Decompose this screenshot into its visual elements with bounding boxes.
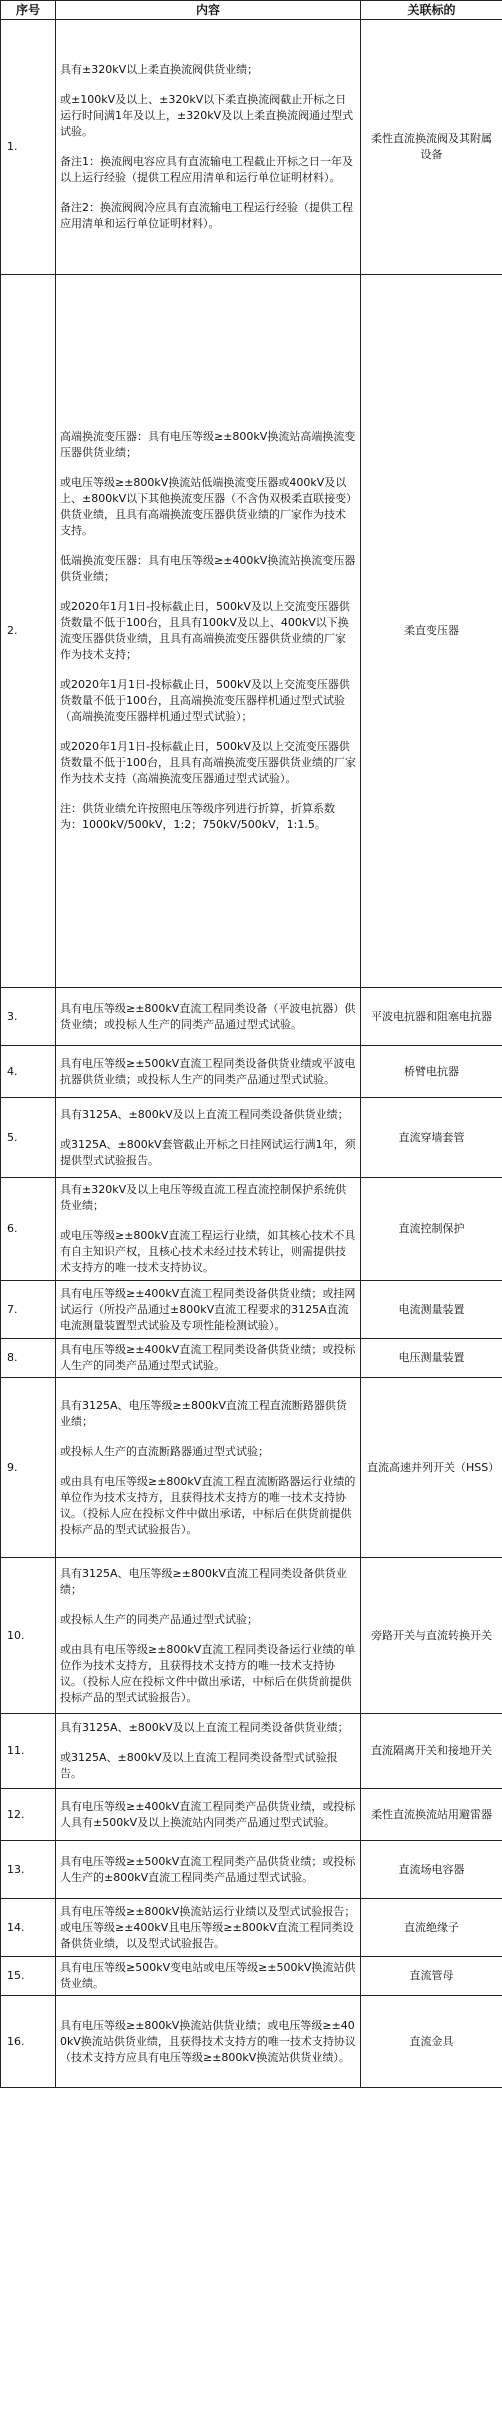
row-related-item: 直流管母 bbox=[361, 1957, 502, 1996]
content-paragraph: 高端换流变压器：具有电压等级≥±800kV换流站高端换流变压器供货业绩； bbox=[60, 430, 356, 459]
table-row bbox=[1, 1789, 502, 1841]
row-content bbox=[56, 1046, 361, 1098]
row-related-item: 直流隔离开关和接地开关 bbox=[361, 1714, 502, 1789]
content-paragraph: 具有电压等级≥±400kV直流工程同类设备供货业绩；或挂网试运行（所投产品通过±800kV直流工程要求的3125A直流电流测量装置型式试验及专项性能检测试验）。 bbox=[60, 1286, 356, 1332]
row-number: 10. bbox=[1, 1558, 56, 1714]
table-row bbox=[1, 1714, 502, 1789]
row-number: 9. bbox=[1, 1378, 56, 1558]
table-row bbox=[1, 1281, 502, 1339]
content-paragraph: 或2020年1月1日-投标截止日，500kV及以上交流变压器供货数量不低于100台，且高端换流变压器样机通过型式试验（高端换流变压器样机通过型式试验）； bbox=[60, 678, 350, 723]
content-paragraph: 或2020年1月1日-投标截止日，500kV及以上交流变压器供货数量不低于100台，且具有高端换流变压器供货业绩的厂家作为技术支持（高端换流变压器通过型式试验）。 bbox=[60, 740, 356, 785]
content-paragraph: 或投标人生产的同类产品通过型式试验； bbox=[60, 1612, 258, 1626]
content-paragraph: 具有3125A、±800kV及以上直流工程同类设备供货业绩； bbox=[60, 1107, 349, 1121]
content-paragraph: 或投标人生产的直流断路器通过型式试验； bbox=[60, 1444, 269, 1458]
content-paragraph: 备注1：换流阀电容应具有直流输电工程截止开标之日一年及以上运行经验（提供工程应用清单和运行单位证明材料）。 bbox=[60, 155, 353, 184]
row-number: 1. bbox=[1, 20, 56, 275]
row-related-item: 直流金具 bbox=[361, 1996, 502, 2088]
row-content bbox=[56, 1996, 361, 2088]
content-paragraph: 或3125A、±800kV及以上直流工程同类设备型式试验报告。 bbox=[60, 1751, 338, 1780]
table-row bbox=[1, 1046, 502, 1098]
table-row bbox=[1, 1098, 502, 1178]
content-paragraph: 或电压等级≥±800kV直流工程运行业绩，如其核心技术不具有自主知识产权，且核心技术未经过技术转让，则需提供技术支持方的唯一技术支持协议。 bbox=[60, 1229, 356, 1274]
row-content bbox=[56, 20, 361, 275]
row-related-item: 柔性直流换流阀及其附属设备 bbox=[361, 20, 502, 275]
row-related-item: 直流控制保护 bbox=[361, 1178, 502, 1281]
table-row bbox=[1, 1996, 502, 2088]
row-content bbox=[56, 1714, 361, 1789]
row-related-item: 直流穿墙套管 bbox=[361, 1098, 502, 1178]
table-row bbox=[1, 20, 502, 275]
row-number: 11. bbox=[1, 1714, 56, 1789]
table-row bbox=[1, 1957, 502, 1996]
table-row bbox=[1, 1899, 502, 1957]
row-related-item: 柔直变压器 bbox=[361, 275, 502, 988]
content-paragraph: 具有3125A、电压等级≥±800kV直流工程同类设备供货业绩； bbox=[60, 1566, 347, 1596]
row-content bbox=[56, 988, 361, 1046]
row-content bbox=[56, 1098, 361, 1178]
content-paragraph: 具有电压等级≥±800kV直流工程同类设备（平波电抗器）供货业绩；或投标人生产的同类产品通过型式试验。 bbox=[60, 1001, 356, 1031]
row-content bbox=[56, 1378, 361, 1558]
table-row bbox=[1, 1558, 502, 1714]
row-content bbox=[56, 1899, 361, 1957]
row-related-item: 直流绝缘子 bbox=[361, 1899, 502, 1957]
row-content bbox=[56, 275, 361, 988]
row-number: 2. bbox=[1, 275, 56, 988]
table-row bbox=[1, 275, 502, 988]
table-row bbox=[1, 1178, 502, 1281]
content-paragraph: 备注2：换流阀阀冷应具有直流输电工程运行经验（提供工程应用清单和运行单位证明材料）。 bbox=[60, 201, 353, 230]
header-related-item: 关联标的 bbox=[361, 1, 502, 20]
row-related-item: 旁路开关与直流转换开关 bbox=[361, 1558, 502, 1714]
row-related-item: 柔性直流换流站用避雷器 bbox=[361, 1789, 502, 1841]
header-number: 序号 bbox=[1, 1, 56, 20]
table-row bbox=[1, 1378, 502, 1558]
content-paragraph: 注：供货业绩允许按照电压等级序列进行折算，折算系数为：1000kV/500kV，1:2；750kV/500kV，1:1.5。 bbox=[60, 802, 335, 831]
content-paragraph: 具有3125A、±800kV及以上直流工程同类设备供货业绩； bbox=[60, 1721, 349, 1734]
row-related-item: 电流测量装置 bbox=[361, 1281, 502, 1339]
row-content bbox=[56, 1957, 361, 1996]
row-content bbox=[56, 1841, 361, 1899]
table-body bbox=[1, 20, 502, 2088]
content-paragraph: 具有±320kV以上柔直换流阀供货业绩； bbox=[60, 63, 259, 76]
content-paragraph: 具有±320kV及以上电压等级直流工程直流控制保护系统供货业绩； bbox=[60, 1183, 347, 1212]
content-paragraph: 具有电压等级≥±500kV直流工程同类产品供货业绩；或投标人生产的±800kV直流工程同类产品通过型式试验。 bbox=[60, 1854, 356, 1884]
content-paragraph: 具有电压等级≥±400kV直流工程同类产品供货业绩，或投标人具有±500kV及以上换流站内同类产品通过型式试验。 bbox=[60, 1799, 356, 1829]
row-number: 13. bbox=[1, 1841, 56, 1899]
row-content bbox=[56, 1281, 361, 1339]
row-content bbox=[56, 1789, 361, 1841]
content-paragraph: 或由具有电压等级≥±800kV直流工程同类设备运行业绩的单位作为技术支持方，且获得技术支持方的唯一技术支持协议。（投标人应在投标文件中做出承诺，中标后在供货前提供投标产品的型式试验报告）。 bbox=[60, 1642, 356, 1704]
row-related-item: 平波电抗器和阻塞电抗器 bbox=[361, 988, 502, 1046]
row-related-item: 桥臂电抗器 bbox=[361, 1046, 502, 1098]
row-number: 6. bbox=[1, 1178, 56, 1281]
table-row bbox=[1, 1339, 502, 1378]
header-row bbox=[1, 1, 502, 20]
content-paragraph: 具有电压等级≥±400kV直流工程同类设备供货业绩；或投标人生产的同类产品通过型式试验。 bbox=[60, 1343, 356, 1372]
row-content bbox=[56, 1339, 361, 1378]
row-related-item: 直流场电容器 bbox=[361, 1841, 502, 1899]
row-related-item: 电压测量装置 bbox=[361, 1339, 502, 1378]
row-number: 5. bbox=[1, 1098, 56, 1178]
table-row bbox=[1, 988, 502, 1046]
row-number: 16. bbox=[1, 1996, 56, 2088]
content-paragraph: 或3125A、±800kV套管截止开标之日挂网试运行满1年，须提供型式试验报告。 bbox=[60, 1137, 356, 1167]
content-paragraph: 低端换流变压器：具有电压等级≥±400kV换流站换流变压器供货业绩； bbox=[60, 554, 356, 583]
row-number: 12. bbox=[1, 1789, 56, 1841]
header-content: 内容 bbox=[56, 1, 361, 20]
content-paragraph: 或由具有电压等级≥±800kV直流工程直流断路器运行业绩的单位作为技术支持方，且获得技术支持方的唯一技术支持协议。（投标人应在投标文件中做出承诺，中标后在供货前提供投标产品的型式试验报告）。 bbox=[60, 1474, 356, 1536]
content-paragraph: 具有电压等级≥±500kV直流工程同类设备供货业绩或平波电抗器供货业绩；或投标人生产的同类产品通过型式试验。 bbox=[60, 1056, 356, 1086]
content-paragraph: 具有电压等级≥±800kV换流站供货业绩；或电压等级≥±400kV换流站供货业绩，且获得技术支持方的唯一技术支持协议（技术支持方应具有电压等级≥±800kV换流站供货业绩）。 bbox=[60, 2018, 356, 2064]
row-number: 8. bbox=[1, 1339, 56, 1378]
content-paragraph: 具有3125A、电压等级≥±800kV直流工程直流断路器供货业绩； bbox=[60, 1398, 347, 1428]
content-paragraph: 或电压等级≥±800kV换流站低端换流变压器或400kV及以上、±800kV以下其他换流变压器（不含伪双极柔直联接变）供货业绩，且具有高端换流变压器供货业绩的厂家作为技术支持。 bbox=[60, 476, 352, 537]
table-row bbox=[1, 1841, 502, 1899]
row-number: 14. bbox=[1, 1899, 56, 1957]
content-paragraph: 具有电压等级≥500kV变电站或电压等级≥±500kV换流站供货业绩。 bbox=[60, 1961, 356, 1990]
row-number: 4. bbox=[1, 1046, 56, 1098]
row-related-item: 直流高速并列开关（HSS） bbox=[361, 1378, 502, 1558]
row-number: 7. bbox=[1, 1281, 56, 1339]
row-content bbox=[56, 1178, 361, 1281]
row-number: 3. bbox=[1, 988, 56, 1046]
content-paragraph: 或2020年1月1日-投标截止日，500kV及以上交流变压器供货数量不低于100台，且具有100kV及以上、400kV以下换流变压器供货业绩，且具有高端换流变压器供货业绩的厂家作为技术支持； bbox=[60, 600, 350, 661]
content-paragraph: 或±100kV及以上、±320kV以下柔直换流阀截止开标之日运行时间满1年及以上，±320kV及以上柔直换流阀通过型式试验。 bbox=[60, 93, 354, 138]
row-number: 15. bbox=[1, 1957, 56, 1996]
content-paragraph: 具有电压等级≥±800kV换流站运行业绩以及型式试验报告；或电压等级≥±400kV且电压等级≥±800kV直流工程同类设备供货业绩，以及型式试验报告。 bbox=[60, 1904, 356, 1950]
row-content bbox=[56, 1558, 361, 1714]
